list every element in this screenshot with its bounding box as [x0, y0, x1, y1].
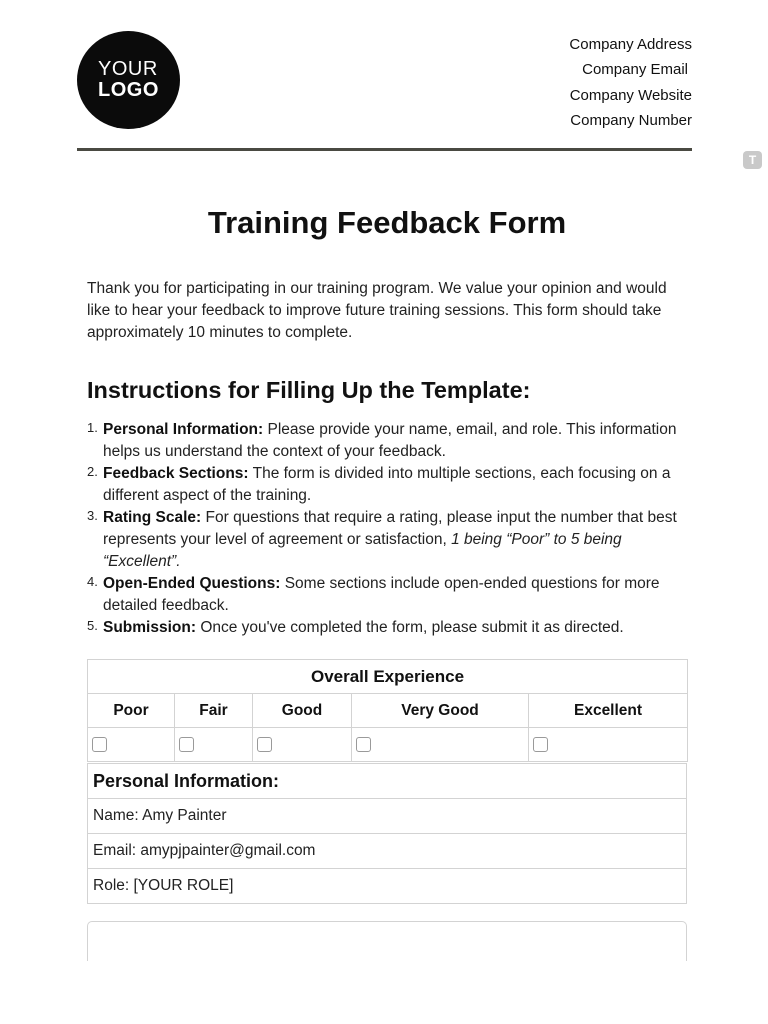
instruction-number: 3.: [87, 508, 98, 523]
company-website: Company Website: [569, 86, 692, 104]
rating-cell-excellent: [529, 728, 688, 762]
checkbox-very-good[interactable]: [356, 737, 371, 752]
page-title: Training Feedback Form: [207, 205, 567, 240]
instruction-number: 2.: [87, 464, 98, 479]
instruction-item: [87, 463, 692, 507]
checkbox-fair[interactable]: [179, 737, 194, 752]
instructions-list: [87, 419, 692, 639]
instruction-number: 4.: [87, 574, 98, 589]
role-field[interactable]: Role: [YOUR ROLE]: [88, 869, 687, 904]
instruction-item: [87, 617, 692, 639]
instruction-label: Personal Information:: [103, 421, 264, 438]
personal-information-table: [87, 763, 687, 904]
intro-paragraph: Thank you for participating in our training program. We value your opinion and would like to hear your feedback to improve future training sessions. This form should take approximately 10 minutes to complete.: [87, 280, 667, 341]
checkbox-excellent[interactable]: [533, 737, 548, 752]
instruction-text: The form is divided into multiple sections, each focusing on a different aspect of the training.: [103, 465, 671, 504]
instruction-text: Some sections include open-ended questions for more detailed feedback.: [103, 575, 660, 614]
overall-experience-section: [87, 659, 687, 762]
instruction-label: Rating Scale:: [103, 509, 202, 526]
overall-experience-table: [87, 659, 688, 762]
rating-cell-poor: [88, 728, 175, 762]
instruction-text: For questions that require a rating, please input the number that best represents your level of agreement or satisfaction,: [103, 509, 677, 548]
rating-column-very-good: Very Good: [352, 694, 529, 728]
instruction-label: Submission:: [103, 619, 197, 636]
instruction-number: 1.: [87, 420, 98, 435]
rating-cell-fair: [175, 728, 253, 762]
rating-cell-good: [253, 728, 352, 762]
logo-line-1: YOUR: [98, 58, 158, 80]
personal-information-heading: Personal Information:: [88, 764, 687, 799]
email-field[interactable]: Email: amypjpainter@gmail.com: [88, 834, 687, 869]
overall-experience-heading: Overall Experience: [88, 660, 688, 694]
rating-column-good: Good: [253, 694, 352, 728]
instruction-label: Feedback Sections:: [103, 465, 249, 482]
company-info: [569, 32, 692, 133]
logo-line-2: LOGO: [98, 79, 159, 101]
instruction-label: Open-Ended Questions:: [103, 575, 281, 592]
rating-column-fair: Fair: [175, 694, 253, 728]
instruction-item: [87, 573, 692, 617]
company-email: Company Email: [582, 61, 688, 79]
instructions-heading: Instructions for Filling Up the Template:: [87, 377, 531, 403]
header-divider: [77, 148, 692, 151]
instruction-item: [87, 419, 692, 463]
checkbox-poor[interactable]: [92, 737, 107, 752]
instruction-text: Once you've completed the form, please submit it as directed.: [196, 619, 624, 636]
rating-column-poor: Poor: [88, 694, 175, 728]
company-address: Company Address: [569, 36, 692, 53]
next-section-box: [87, 921, 687, 961]
checkbox-good[interactable]: [257, 737, 272, 752]
rating-column-excellent: Excellent: [529, 694, 688, 728]
text-tool-icon[interactable]: T: [743, 151, 762, 169]
instruction-number: 5.: [87, 618, 98, 633]
name-field[interactable]: Name: Amy Painter: [88, 799, 687, 834]
instruction-text: Please provide your name, email, and role. This information helps us understand the context of your feedback.: [103, 421, 677, 460]
company-logo: [77, 31, 180, 129]
instruction-item: [87, 507, 692, 573]
company-number: Company Number: [570, 111, 692, 129]
instruction-italic-text: 1 being “Poor” to 5 being “Excellent”.: [103, 531, 622, 570]
rating-cell-very-good: [352, 728, 529, 762]
